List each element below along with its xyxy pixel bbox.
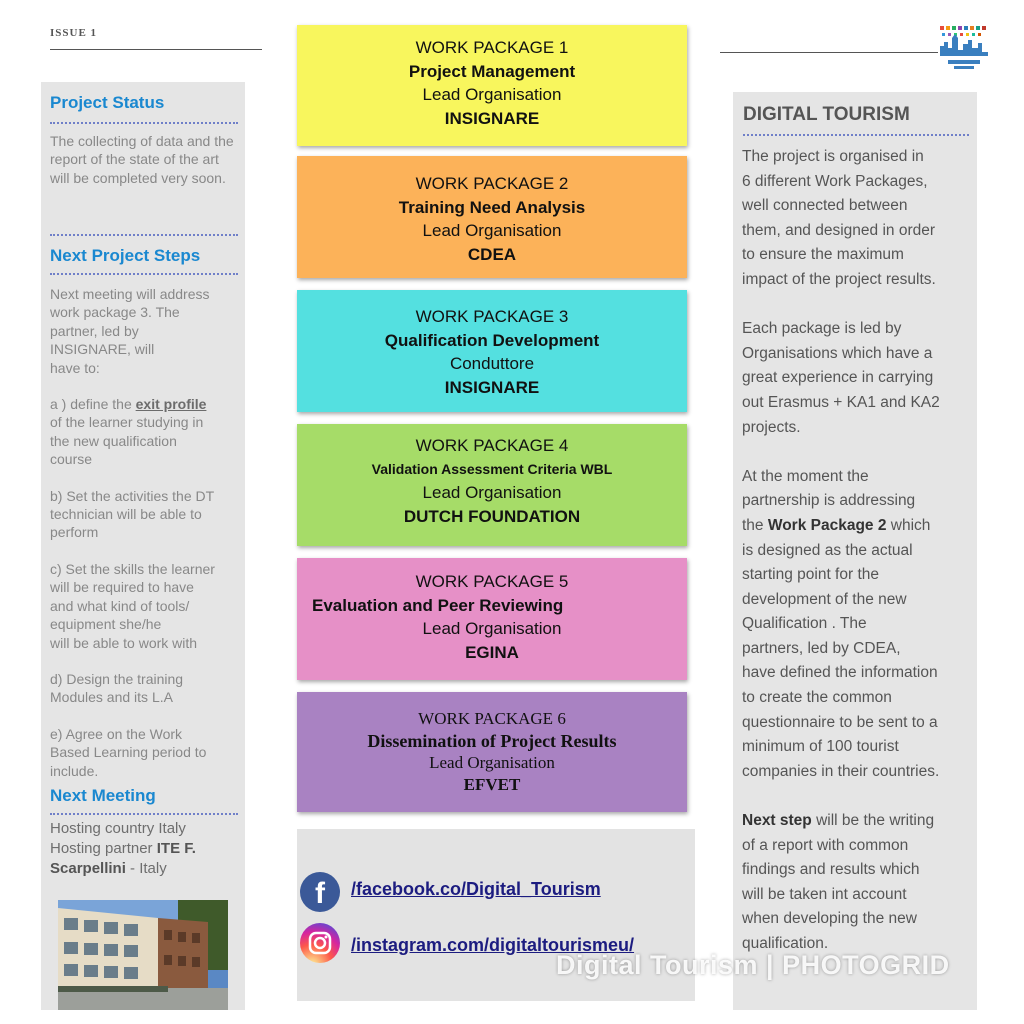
text-line: perform <box>50 524 99 541</box>
text-line: Next meeting will address <box>50 286 210 302</box>
text-line: findings and results which <box>742 861 920 879</box>
text-span: the <box>742 516 768 534</box>
step-a <box>50 395 242 413</box>
text-line: include. <box>50 762 99 779</box>
wp-name: Evaluation and Peer Reviewing <box>312 595 564 615</box>
wp-org: EFVET <box>463 775 521 794</box>
wp-org: DUTCH FOUNDATION <box>403 506 581 526</box>
text-line: starting point for the <box>742 566 879 584</box>
project-status-text: The collecting of data and the report of the state of the art will be completed very soon. <box>50 133 234 186</box>
text-line: partners, led by CDEA, <box>742 639 901 657</box>
text-line: of the learner studying in <box>50 414 204 431</box>
paragraph-3 <box>742 465 974 785</box>
wp-role: Lead Organisation <box>422 483 562 502</box>
work-package-6 <box>297 692 687 812</box>
text-span: will be the writing <box>811 812 935 830</box>
text-span: Hosting partner <box>50 840 157 857</box>
header-rule-left <box>50 49 262 50</box>
wp-role: Lead Organisation <box>422 221 562 240</box>
instagram-link[interactable]: /instagram.com/digitaltourismeu/ <box>351 935 635 955</box>
instagram-glyph <box>300 923 340 963</box>
work-package-4 <box>297 424 687 546</box>
text-line: partnership is addressing <box>742 492 916 510</box>
text-span: a ) define the <box>50 396 136 413</box>
text-line: to create the common <box>742 689 892 707</box>
text-line: will be taken int account <box>742 885 907 903</box>
wp-org: EGINA <box>465 642 519 662</box>
right-sidebar <box>733 92 977 1010</box>
text-line: and what kind of tools/ <box>50 597 190 614</box>
text-line: INSIGNARE, will <box>50 341 155 358</box>
step-c: c) Set the skills the learner <box>50 560 215 577</box>
text-line: At the moment the <box>742 467 869 485</box>
divider <box>50 273 238 275</box>
text-line <box>50 839 242 859</box>
wp-name: Project Management <box>408 61 576 81</box>
text-line: work package 3. The <box>50 304 180 321</box>
project-logo <box>938 20 990 72</box>
next-meeting-text <box>50 819 242 879</box>
wp-heading: WORK PACKAGE 2 <box>415 174 569 193</box>
text-line: Modules and its L.A <box>50 689 173 706</box>
text-line <box>742 809 974 834</box>
next-step-emphasis: Next step <box>742 812 812 830</box>
text-line: have to: <box>50 359 100 376</box>
step-d: d) Design the training <box>50 670 184 687</box>
divider <box>50 813 238 815</box>
wp-heading: WORK PACKAGE 3 <box>415 307 569 326</box>
paragraph-4 <box>742 809 974 957</box>
left-sidebar <box>41 82 245 1010</box>
facebook-icon[interactable]: f <box>300 872 340 912</box>
text-line: them, and designed in order <box>742 221 936 239</box>
photogrid-watermark: Digital Tourism | PHOTOGRID <box>556 950 950 980</box>
text-line: impact of the project results. <box>742 270 936 288</box>
wp-name: Validation Assessment Criteria WBL <box>371 460 613 477</box>
school-building-photo <box>58 900 228 1010</box>
facebook-link[interactable]: /facebook.co/Digital_Tourism <box>351 879 601 899</box>
text-line: great experience in carrying <box>742 369 934 387</box>
text-line: projects. <box>742 418 801 436</box>
text-line: The project is organised in <box>742 148 924 165</box>
text-line: will be required to have <box>50 579 194 596</box>
wp-role: Lead Organisation <box>422 619 562 638</box>
wp-role: Conduttore <box>449 354 535 373</box>
paragraph-1 <box>742 145 974 293</box>
digital-tourism-text <box>742 145 974 981</box>
text-line: Each package is led by <box>742 320 902 338</box>
issue-label: ISSUE 1 <box>50 27 98 39</box>
text-line: Organisations which have a <box>742 344 933 362</box>
text-line: questionnaire to be sent to a <box>742 713 938 731</box>
wp-heading: WORK PACKAGE 1 <box>415 38 569 57</box>
text-line: to ensure the maximum <box>742 246 904 264</box>
digital-tourism-title: DIGITAL TOURISM <box>743 104 910 125</box>
text-line: have defined the information <box>742 664 938 682</box>
wp-heading: WORK PACKAGE 5 <box>415 572 569 591</box>
wp-name: Qualification Development <box>384 330 600 350</box>
divider <box>50 234 238 236</box>
step-b: b) Set the activities the DT <box>50 487 215 504</box>
header-rule-right <box>720 52 938 53</box>
next-steps-title: Next Project Steps <box>50 246 201 265</box>
text-line: minimum of 100 tourist <box>742 738 899 756</box>
text-line: when developing the new <box>742 910 917 928</box>
text-line: course <box>50 451 93 468</box>
text-line: out Erasmus + KA1 and KA2 <box>742 393 940 411</box>
divider <box>50 122 238 124</box>
instagram-icon[interactable] <box>300 923 340 963</box>
text-line: development of the new <box>742 590 907 608</box>
work-package-5 <box>297 558 687 680</box>
text-line: the new qualification <box>50 432 177 449</box>
text-line: Hosting country Italy <box>50 820 186 837</box>
wp-name: Dissemination of Project Results <box>367 731 617 751</box>
paragraph-2 <box>742 317 974 440</box>
project-status-title: Project Status <box>50 93 165 112</box>
wp-role: Lead Organisation <box>422 85 562 104</box>
text-line: qualification. <box>742 935 829 952</box>
wp-org: INSIGNARE <box>444 377 540 397</box>
text-span: ITE F. <box>156 840 196 857</box>
text-line: is designed as the actual <box>742 541 913 559</box>
text-line: partner, led by <box>50 322 139 339</box>
text-span: which <box>886 516 931 534</box>
text-line: companies in their countries. <box>742 762 940 780</box>
text-line: will be able to work with <box>50 634 198 651</box>
wp-heading: WORK PACKAGE 6 <box>418 709 566 728</box>
next-steps-text <box>50 285 242 780</box>
wp-org: CDEA <box>467 244 517 264</box>
text-line: 6 different Work Packages, <box>742 172 928 190</box>
work-package-3 <box>297 290 687 412</box>
next-meeting-title: Next Meeting <box>50 786 156 805</box>
text-line: well connected between <box>742 197 908 215</box>
work-package-2 <box>297 156 687 278</box>
wp-heading: WORK PACKAGE 4 <box>415 436 569 455</box>
exit-profile-emphasis: exit profile <box>135 396 207 413</box>
wp-name: Training Need Analysis <box>398 197 586 217</box>
text-line: technician will be able to <box>50 506 202 523</box>
text-line: Qualification . The <box>742 615 867 633</box>
work-package-2-emphasis: Work Package 2 <box>767 516 887 534</box>
text-line: of a report with common <box>742 836 909 854</box>
text-line: equipment she/he <box>50 616 162 633</box>
text-span: Scarpellini <box>50 860 126 877</box>
text-span: - Italy <box>125 860 167 877</box>
step-e: e) Agree on the Work <box>50 725 183 742</box>
work-package-1 <box>297 25 687 146</box>
wp-org: INSIGNARE <box>444 108 540 128</box>
divider <box>743 134 969 136</box>
text-line <box>742 514 974 539</box>
wp-role: Lead Organisation <box>429 753 555 772</box>
text-line: Based Learning period to <box>50 744 207 761</box>
text-line <box>50 859 242 879</box>
